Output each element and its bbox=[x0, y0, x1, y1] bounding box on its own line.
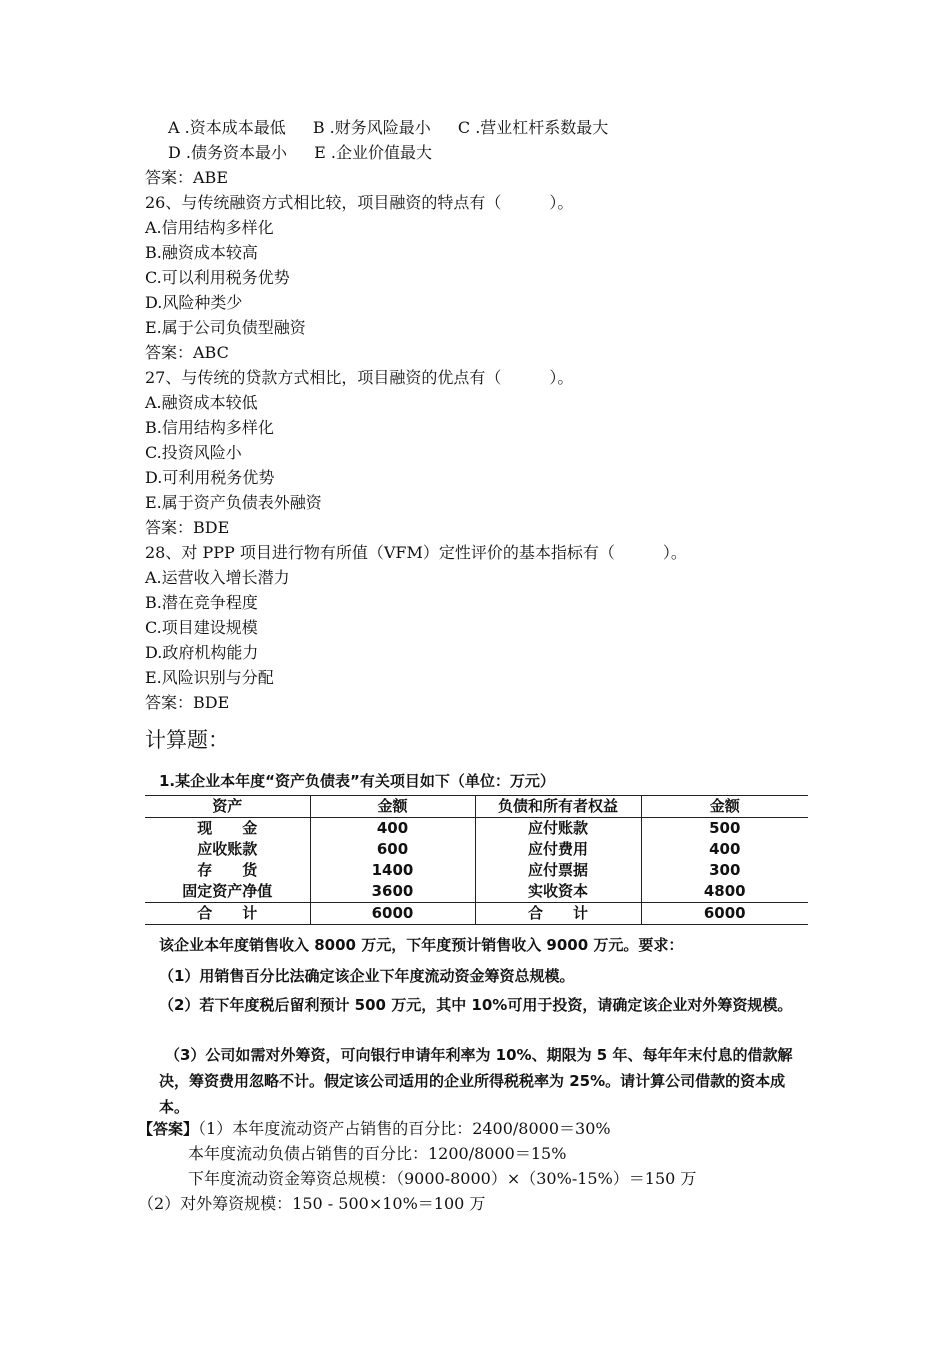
q25-option-c: C .营业杠杆系数最大 bbox=[457, 118, 609, 137]
amount-cell: 3600 bbox=[310, 881, 475, 903]
amount-cell: 1400 bbox=[310, 860, 475, 881]
table-row bbox=[145, 881, 808, 903]
calc1-title: 1.某企业本年度“资产负债表”有关项目如下（单位：万元） bbox=[159, 772, 555, 790]
q25-option-d: D .债务资本最小 bbox=[168, 143, 288, 162]
q26-stem: 26、与传统融资方式相比较，项目融资的特点有（ ）。 bbox=[145, 193, 574, 212]
q27-option: B.信用结构多样化 bbox=[145, 418, 274, 437]
amount-cell: 600 bbox=[310, 839, 475, 860]
total-label-cell: 合 计 bbox=[475, 903, 641, 925]
q27-option: A.融资成本较低 bbox=[145, 393, 258, 412]
q27-answer: 答案：BDE bbox=[145, 518, 230, 537]
q27-stem: 27、与传统的贷款方式相比，项目融资的优点有（ ）。 bbox=[145, 368, 574, 387]
q27-option: E.属于资产负债表外融资 bbox=[145, 493, 322, 512]
amount-cell: 500 bbox=[641, 818, 808, 840]
calc1-requirement-3: （3）公司如需对外筹资，可向银行申请年利率为 10%、期限为 5 年、每年年末付息的借款解决，筹资费用忽略不计。假定该公司适用的企业所得税税率为 25%。请计算公司借款的资本成本。 bbox=[159, 1046, 793, 1116]
liability-cell: 应付费用 bbox=[475, 839, 641, 860]
q26-option: E.属于公司负债型融资 bbox=[145, 318, 306, 337]
header-cell: 金额 bbox=[310, 796, 475, 818]
q25-option-b: B .财务风险最小 bbox=[312, 118, 431, 137]
table-row bbox=[145, 839, 808, 860]
q26-option: A.信用结构多样化 bbox=[145, 218, 274, 237]
asset-cell: 存 货 bbox=[145, 860, 310, 881]
q26-option: D.风险种类少 bbox=[145, 293, 243, 312]
table-header-row bbox=[145, 796, 808, 818]
q25-options-row2 bbox=[168, 142, 454, 167]
amount-cell: 4800 bbox=[641, 881, 808, 903]
asset-cell: 现 金 bbox=[145, 818, 310, 840]
liability-cell: 应付票据 bbox=[475, 860, 641, 881]
section-title: 计算题： bbox=[145, 728, 229, 752]
calc1-answer-line-4: （2）对外筹资规模：150 - 500×10%＝100 万 bbox=[138, 1194, 486, 1213]
q28-stem: 28、对 PPP 项目进行物有所值（VFM）定性评价的基本指标有（ ）。 bbox=[145, 543, 687, 562]
calc1-answer-line-2: 本年度流动负债占销售的百分比：1200/8000＝15% bbox=[188, 1144, 567, 1163]
q25-answer: 答案：ABE bbox=[145, 168, 228, 187]
answer-text: （1）本年度流动资产占销售的百分比：2400/8000＝30% bbox=[198, 1119, 611, 1138]
calc1-intro: 该企业本年度销售收入 8000 万元，下年度预计销售收入 9000 万元。要求： bbox=[159, 936, 684, 954]
calc1-requirement-1: （1）用销售百分比法确定该企业下年度流动资金筹资总规模。 bbox=[159, 967, 575, 985]
header-cell: 负债和所有者权益 bbox=[475, 796, 641, 818]
liability-cell: 应付账款 bbox=[475, 818, 641, 840]
total-amount-cell: 6000 bbox=[641, 903, 808, 925]
q26-option: B.融资成本较高 bbox=[145, 243, 258, 262]
q25-option-a: A .资本成本最低 bbox=[168, 118, 286, 137]
table-row bbox=[145, 860, 808, 881]
balance-sheet-table bbox=[145, 795, 808, 925]
q28-answer: 答案：BDE bbox=[145, 693, 230, 712]
table-row bbox=[145, 818, 808, 840]
amount-cell: 300 bbox=[641, 860, 808, 881]
q28-option: E.风险识别与分配 bbox=[145, 668, 274, 687]
q28-option: A.运营收入增长潜力 bbox=[145, 568, 290, 587]
q25-options-row1 bbox=[168, 117, 630, 142]
q27-option: D.可利用税务优势 bbox=[145, 468, 275, 487]
q26-answer: 答案：ABC bbox=[145, 343, 229, 362]
q26-option: C.可以利用税务优势 bbox=[145, 268, 290, 287]
calc1-requirement-2: （2）若下年度税后留利预计 500 万元，其中 10%可用于投资，请确定该企业对外筹资规模。 bbox=[159, 996, 793, 1014]
header-cell: 金额 bbox=[641, 796, 808, 818]
q28-option: B.潜在竞争程度 bbox=[145, 593, 258, 612]
amount-cell: 400 bbox=[310, 818, 475, 840]
q27-option: C.投资风险小 bbox=[145, 443, 242, 462]
calc1-answer-line-3: 下年度流动资金筹资总规模：（9000-8000）×（30%-15%）＝150 万 bbox=[188, 1169, 697, 1188]
total-amount-cell: 6000 bbox=[310, 903, 475, 925]
header-cell: 资产 bbox=[145, 796, 310, 818]
q28-option: D.政府机构能力 bbox=[145, 643, 259, 662]
q25-option-e: E .企业价值最大 bbox=[314, 143, 432, 162]
q28-option: C.项目建设规模 bbox=[145, 618, 258, 637]
calc1-answer-line-1 bbox=[138, 1118, 611, 1140]
asset-cell: 应收账款 bbox=[145, 839, 310, 860]
asset-cell: 固定资产净值 bbox=[145, 881, 310, 903]
amount-cell: 400 bbox=[641, 839, 808, 860]
liability-cell: 实收资本 bbox=[475, 881, 641, 903]
total-label-cell: 合 计 bbox=[145, 903, 310, 925]
answer-label: 【答案】 bbox=[138, 1120, 199, 1138]
table-total-row bbox=[145, 903, 808, 925]
